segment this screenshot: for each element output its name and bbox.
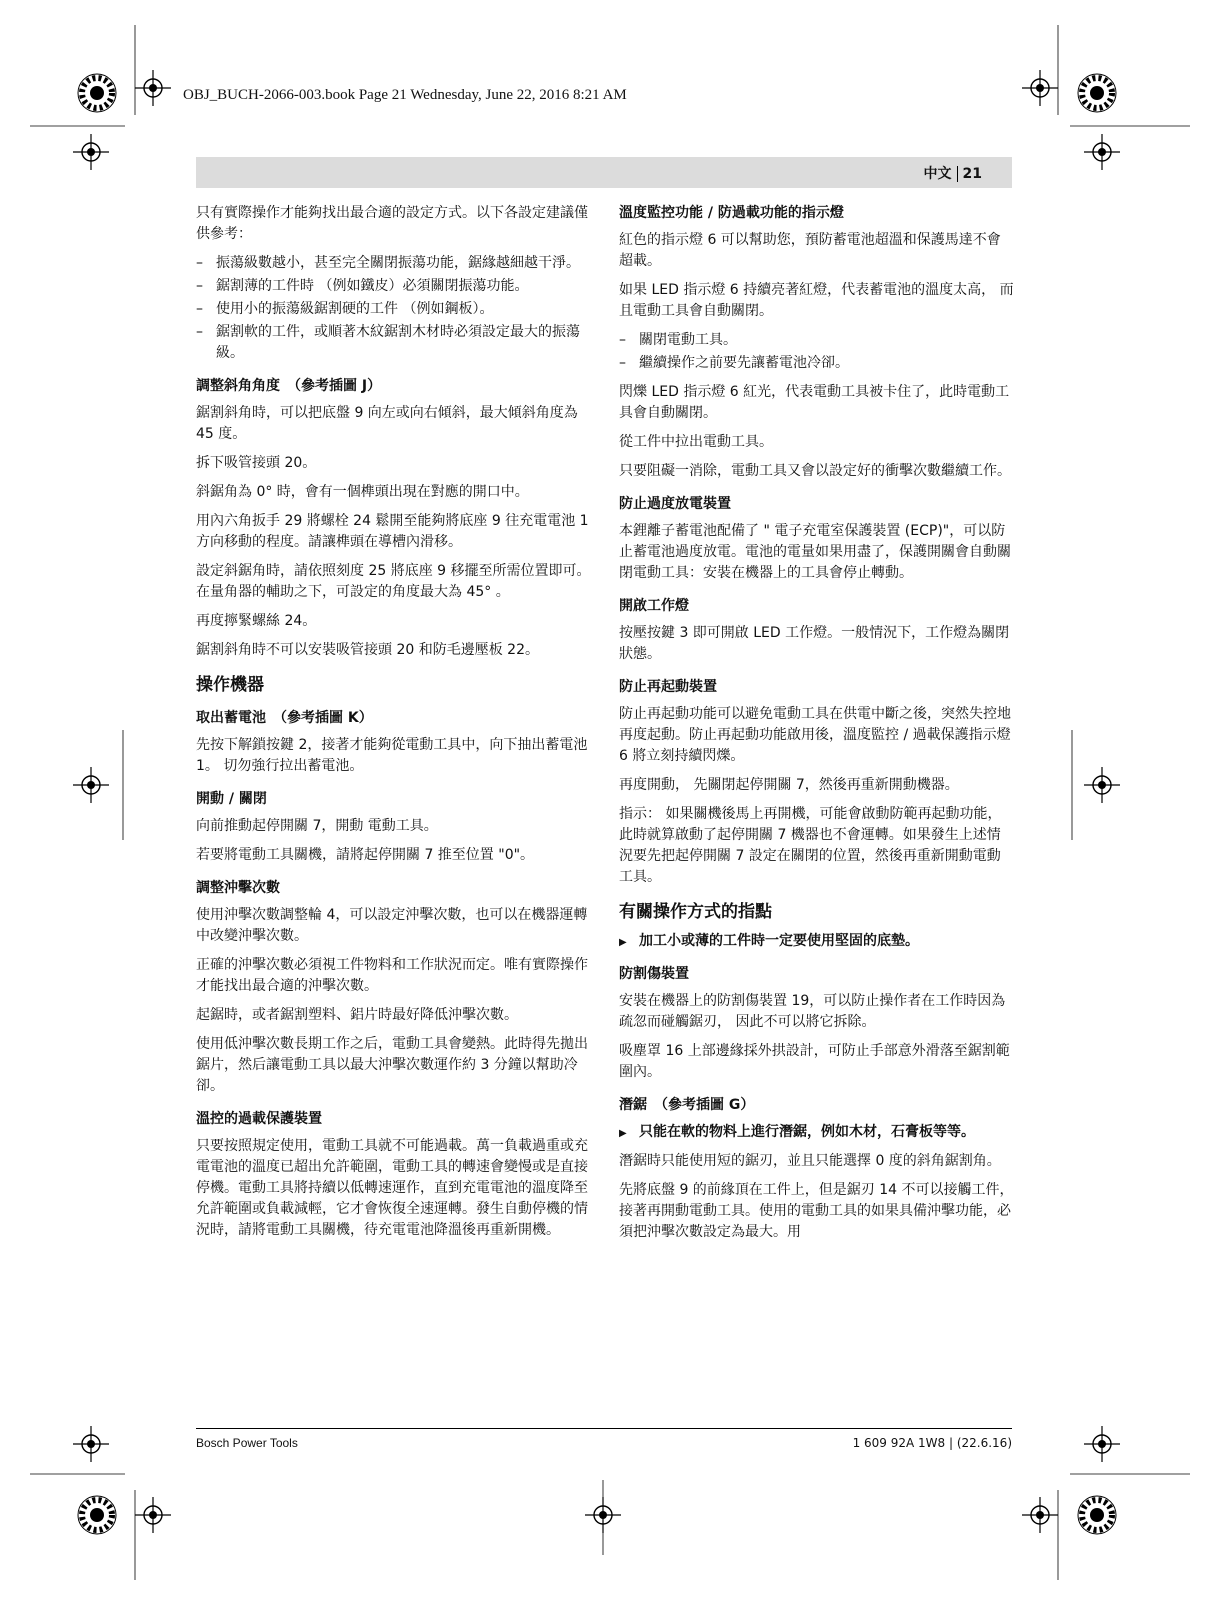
crosshair-icon [135,70,171,106]
paragraph: 拆下吸管接頭 20。 [196,455,317,471]
paragraph: 從工件中拉出電動工具。 [619,434,773,450]
registration-target-icon [78,74,116,112]
crosshair-icon [1084,767,1120,803]
section-heading: 調整沖擊次數 [196,880,280,896]
registration-target-icon [1078,74,1116,112]
paragraph: 只要阻礙一消除，電動工具又會以設定好的衝擊次數繼續工作。 [619,463,1011,479]
paragraph: 鋸割斜角時，可以把底盤 9 向左或向右傾斜，最大傾斜角度為 45 度。 [196,405,578,442]
paragraph: 先按下解鎖按鍵 2，接著才能夠從電動工具中，向下抽出蓄電池 1。 切勿強行拉出蓄電池。 [196,737,588,774]
section-heading: 取出蓄電池 （參考插圖 K） [196,710,373,726]
crosshair-icon [1084,1426,1120,1462]
chapter-heading: 操作機器 [196,675,264,695]
paragraph: 斜鋸角為 0° 時，會有一個榫頭出現在對應的開口中。 [196,484,529,500]
paragraph: 若要將電動工具關機，請將起停開關 7 推至位置 "0"。 [196,847,535,863]
section-heading: 開動 / 關閉 [196,791,267,807]
paragraph: 閃爍 LED 指示燈 6 紅光，代表電動工具被卡住了，此時電動工具會自動關閉。 [619,384,1010,421]
paragraph: 用內六角扳手 29 將螺栓 24 鬆開至能夠將底座 9 往充電電池 1 方向移動的程度。請讓榫頭在導槽內滑移。 [196,513,589,550]
section-heading: 調整斜角角度 （參考插圖 J） [196,378,382,394]
paragraph: 如果 LED 指示燈 6 持續亮著紅燈，代表蓄電池的溫度太高， 而且電動工具會自動關閉。 [619,282,1014,319]
paragraph: 起鋸時，或者鋸割塑料、鋁片時最好降低沖擊次數。 [196,1007,518,1023]
crosshair-icon [73,1426,109,1462]
chapter-heading: 有關操作方式的指點 [619,902,772,922]
file-slug: OBJ_BUCH-2066-003.book Page 21 Wednesday, June 22, 2016 8:21 AM [183,87,627,103]
paragraph: 只有實際操作才能夠找出最合適的設定方式。以下各設定建議僅供參考： [196,205,588,242]
page-header [196,157,1012,188]
registration-target-icon [1078,1496,1116,1534]
section-heading: 防止再起動裝置 [619,679,717,695]
list-item: – 繼續操作之前要先讓蓄電池冷卻。 [619,353,1014,374]
section-heading: 溫控的過載保護裝置 [196,1111,322,1127]
section-heading: 開啟工作燈 [619,598,689,614]
paragraph: 防止再起動功能可以避免電動工具在供電中斷之後，突然失控地再度起動。防止再起動功能啟用後，溫度監控 / 過載保護指示燈 6 將立刻持續閃爍。 [619,706,1011,764]
list-item: – 振蕩級數越小，甚至完全關閉振蕩功能，鋸緣越細越干淨。 [196,253,591,274]
section-heading: 防止過度放電裝置 [619,496,731,512]
paragraph: 指示： 如果關機後馬上再開機，可能會啟動防範再起動功能，此時就算啟動了起停開關 7 機器也不會運轉。如果發生上述情況要先把起停開關 7 設定在關閉的位置，然後再重新開動電動工具。 [619,806,1002,885]
language-label: 中文 [923,166,952,182]
footer-rule [196,1428,1012,1429]
paragraph: 向前推動起停開關 7，開動 電動工具。 [196,818,438,834]
paragraph: 使用低沖擊次數長期工作之后，電動工具會變熱。此時得先拋出鋸片，然后讓電動工具以最大沖擊次數運作約 3 分鐘以幫助冷卻。 [196,1036,588,1094]
paragraph: 設定斜鋸角時，請依照刻度 25 將底座 9 移擺至所需位置即可。在量角器的輔助之下，可設定的角度最大為 45° 。 [196,563,591,600]
paragraph: 鋸割斜角時不可以安裝吸管接頭 20 和防毛邊壓板 22。 [196,642,539,658]
paragraph: 本鋰離子蓄電池配備了 " 電子充電室保護裝置 (ECP)"，可以防止蓄電池過度放電。電池的電量如果用盡了，保護開關會自動關閉電動工具：安裝在機器上的工具會停止轉動。 [619,523,1011,581]
warning-item: ▶ 只能在軟的物料上進行潛鋸，例如木材，石膏板等等。 [619,1122,1014,1143]
crosshair-icon [135,1497,171,1533]
paragraph: 使用沖擊次數調整輪 4，可以設定沖擊次數，也可以在機器運轉中改變沖擊次數。 [196,907,588,944]
paragraph: 再度擰緊螺絲 24。 [196,613,317,629]
crosshair-icon [1022,1497,1058,1533]
right-column [619,203,1014,1251]
footer-doc-number: 1 609 92A 1W8 | (22.6.16) [852,1436,1012,1450]
crosshair-icon [1022,70,1058,106]
list-item: – 鋸割薄的工件時 （例如鐵皮）必須關閉振蕩功能。 [196,276,591,297]
left-column [196,203,591,1249]
warning-item: ▶ 加工小或薄的工件時一定要使用堅固的底墊。 [619,931,1014,952]
paragraph: 安裝在機器上的防割傷裝置 19，可以防止操作者在工作時因為疏忽而碰觸鋸刃， 因此不可以將它拆除。 [619,993,1006,1030]
paragraph: 先將底盤 9 的前緣頂在工件上，但是鋸刃 14 不可以接觸工件，接著再開動電動工具。使用的電動工具的如果具備沖擊功能，必須把沖擊次數設定為最大。用 [619,1182,1014,1240]
section-heading: 防割傷裝置 [619,966,689,982]
section-heading: 潛鋸 （參考插圖 G） [619,1097,755,1113]
list-item: – 使用小的振蕩級鋸割硬的工件 （例如鋼板）。 [196,299,591,320]
crosshair-icon [73,767,109,803]
paragraph: 按壓按鍵 3 即可開啟 LED 工作燈。一般情況下，工作燈為關閉狀態。 [619,625,1010,662]
list-item: – 鋸割軟的工件，或順著木紋鋸割木材時必須設定最大的振蕩級。 [196,322,591,364]
page-number: 21 [962,166,982,182]
footer-brand: Bosch Power Tools [196,1436,298,1450]
crosshair-icon [73,134,109,170]
paragraph: 紅色的指示燈 6 可以幫助您，預防蓄電池超溫和保護馬達不會超載。 [619,232,1001,269]
crosshair-icon [1084,134,1120,170]
paragraph: 吸塵罩 16 上部邊緣採外拱設計，可防止手部意外滑落至鋸割範圍內。 [619,1043,1010,1080]
section-heading: 溫度監控功能 / 防過載功能的指示燈 [619,205,844,221]
paragraph: 正確的沖擊次數必須視工件物料和工作狀況而定。唯有實際操作才能找出最合適的沖擊次數。 [196,957,588,994]
paragraph: 只要按照規定使用，電動工具就不可能過載。萬一負載過重或充電電池的溫度已超出允許範圍，電動工具的轉速會變慢或是直接停機。電動工具將持續以低轉速運作，直到充電電池的溫度降至允許範圍或負載減輕，它才會恢復全速運轉。發生自動停機的情況時，請將電動工具關機，待充電電池降溫後再重新開機。 [196,1138,588,1238]
paragraph: 潛鋸時只能使用短的鋸刃，並且只能選擇 0 度的斜角鋸割角。 [619,1153,1001,1169]
registration-target-icon [78,1496,116,1534]
list-item: – 關閉電動工具。 [619,330,1014,351]
header-page-info [924,163,982,183]
paragraph: 再度開動， 先關閉起停開關 7，然後再重新開動機器。 [619,777,959,793]
